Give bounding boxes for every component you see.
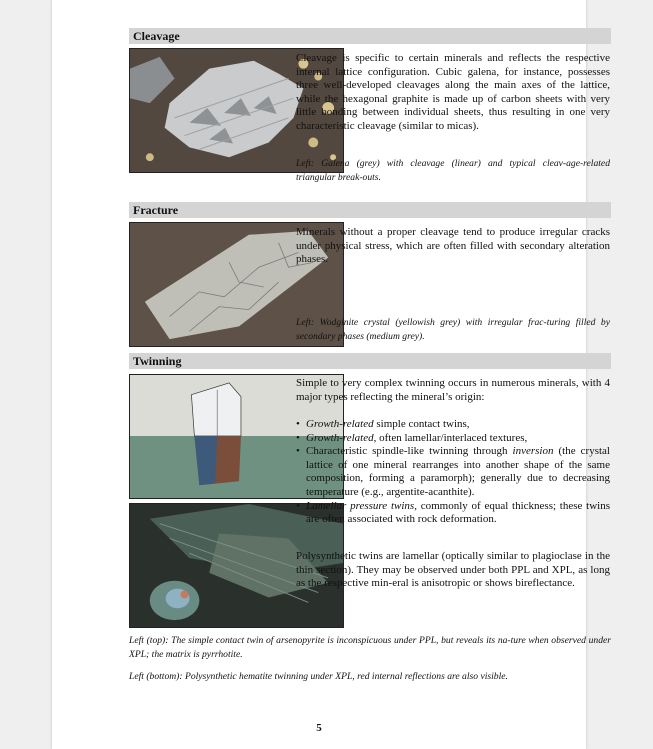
page-number: 5 — [316, 722, 322, 734]
twinning-caption-top: Left (top): The simple contact twin of arsenopyrite is inconspicuous under PPL, but reveals its na-ture when observed under XPL; the matrix is pyrrhotite. — [129, 635, 611, 660]
fracture-caption: Left: Wodginite crystal (yellowish grey) with irregular frac-turing filled by secondary phases (medium grey). — [296, 317, 610, 342]
twinning-para2: Polysynthetic twins are lamellar (optically similar to plagioclase in the thin section). They may be observed under both PPL and XPL, as long as the respective min-eral is anisotropic or shows bireflectance. — [296, 550, 610, 590]
twinning-caption-bottom: Left (bottom): Polysynthetic hematite twinning under XPL, red internal reflections are also visible. — [129, 671, 508, 682]
section-heading-twinning — [129, 353, 611, 369]
heading-text: Fracture — [133, 203, 179, 217]
heading-text: Cleavage — [133, 29, 180, 43]
document-page — [52, 0, 611, 749]
cleavage-body: Cleavage is specific to certain minerals and reflects the respective internal lattice configuration. Cubic galena, for instance, possesses three well-developed cleavages along the main axes of the lattice, while the hexagonal graphite is made up of carbon sheets with very little bonding between individual sheets, thus resulting in one very characteristic cleavage (similar to micas). — [296, 52, 610, 132]
heading-text: Twinning — [133, 354, 182, 368]
list-item: • Characteristic spindle-like twinning through inversion (the crystal lattice of one mineral rearranges into another shape of the same composition, forming a paramorph); generally due to decreasing temperature (e.g., argentite-acanthite). — [296, 445, 610, 499]
list-item: • Lamellar pressure twins, commonly of equal thickness; these twins are often associated with rock deformation. — [296, 500, 610, 527]
fracture-body: Minerals without a proper cleavage tend to produce irregular cracks under physical stress, which are often filled with secondary alteration phases. — [296, 226, 610, 266]
section-heading-cleavage — [129, 28, 611, 44]
section-heading-fracture — [129, 202, 611, 218]
twinning-type-list — [296, 418, 610, 527]
list-item: • Growth-related, often lamellar/interlaced textures, — [296, 432, 610, 446]
cleavage-caption: Left: Galena (grey) with cleavage (linear) and typical cleav-age-related triangular break-outs. — [296, 158, 610, 183]
twinning-intro: Simple to very complex twinning occurs in numerous minerals, with 4 major types reflecting the mineral’s origin: — [296, 377, 610, 403]
list-item: • Growth-related simple contact twins, — [296, 418, 610, 432]
